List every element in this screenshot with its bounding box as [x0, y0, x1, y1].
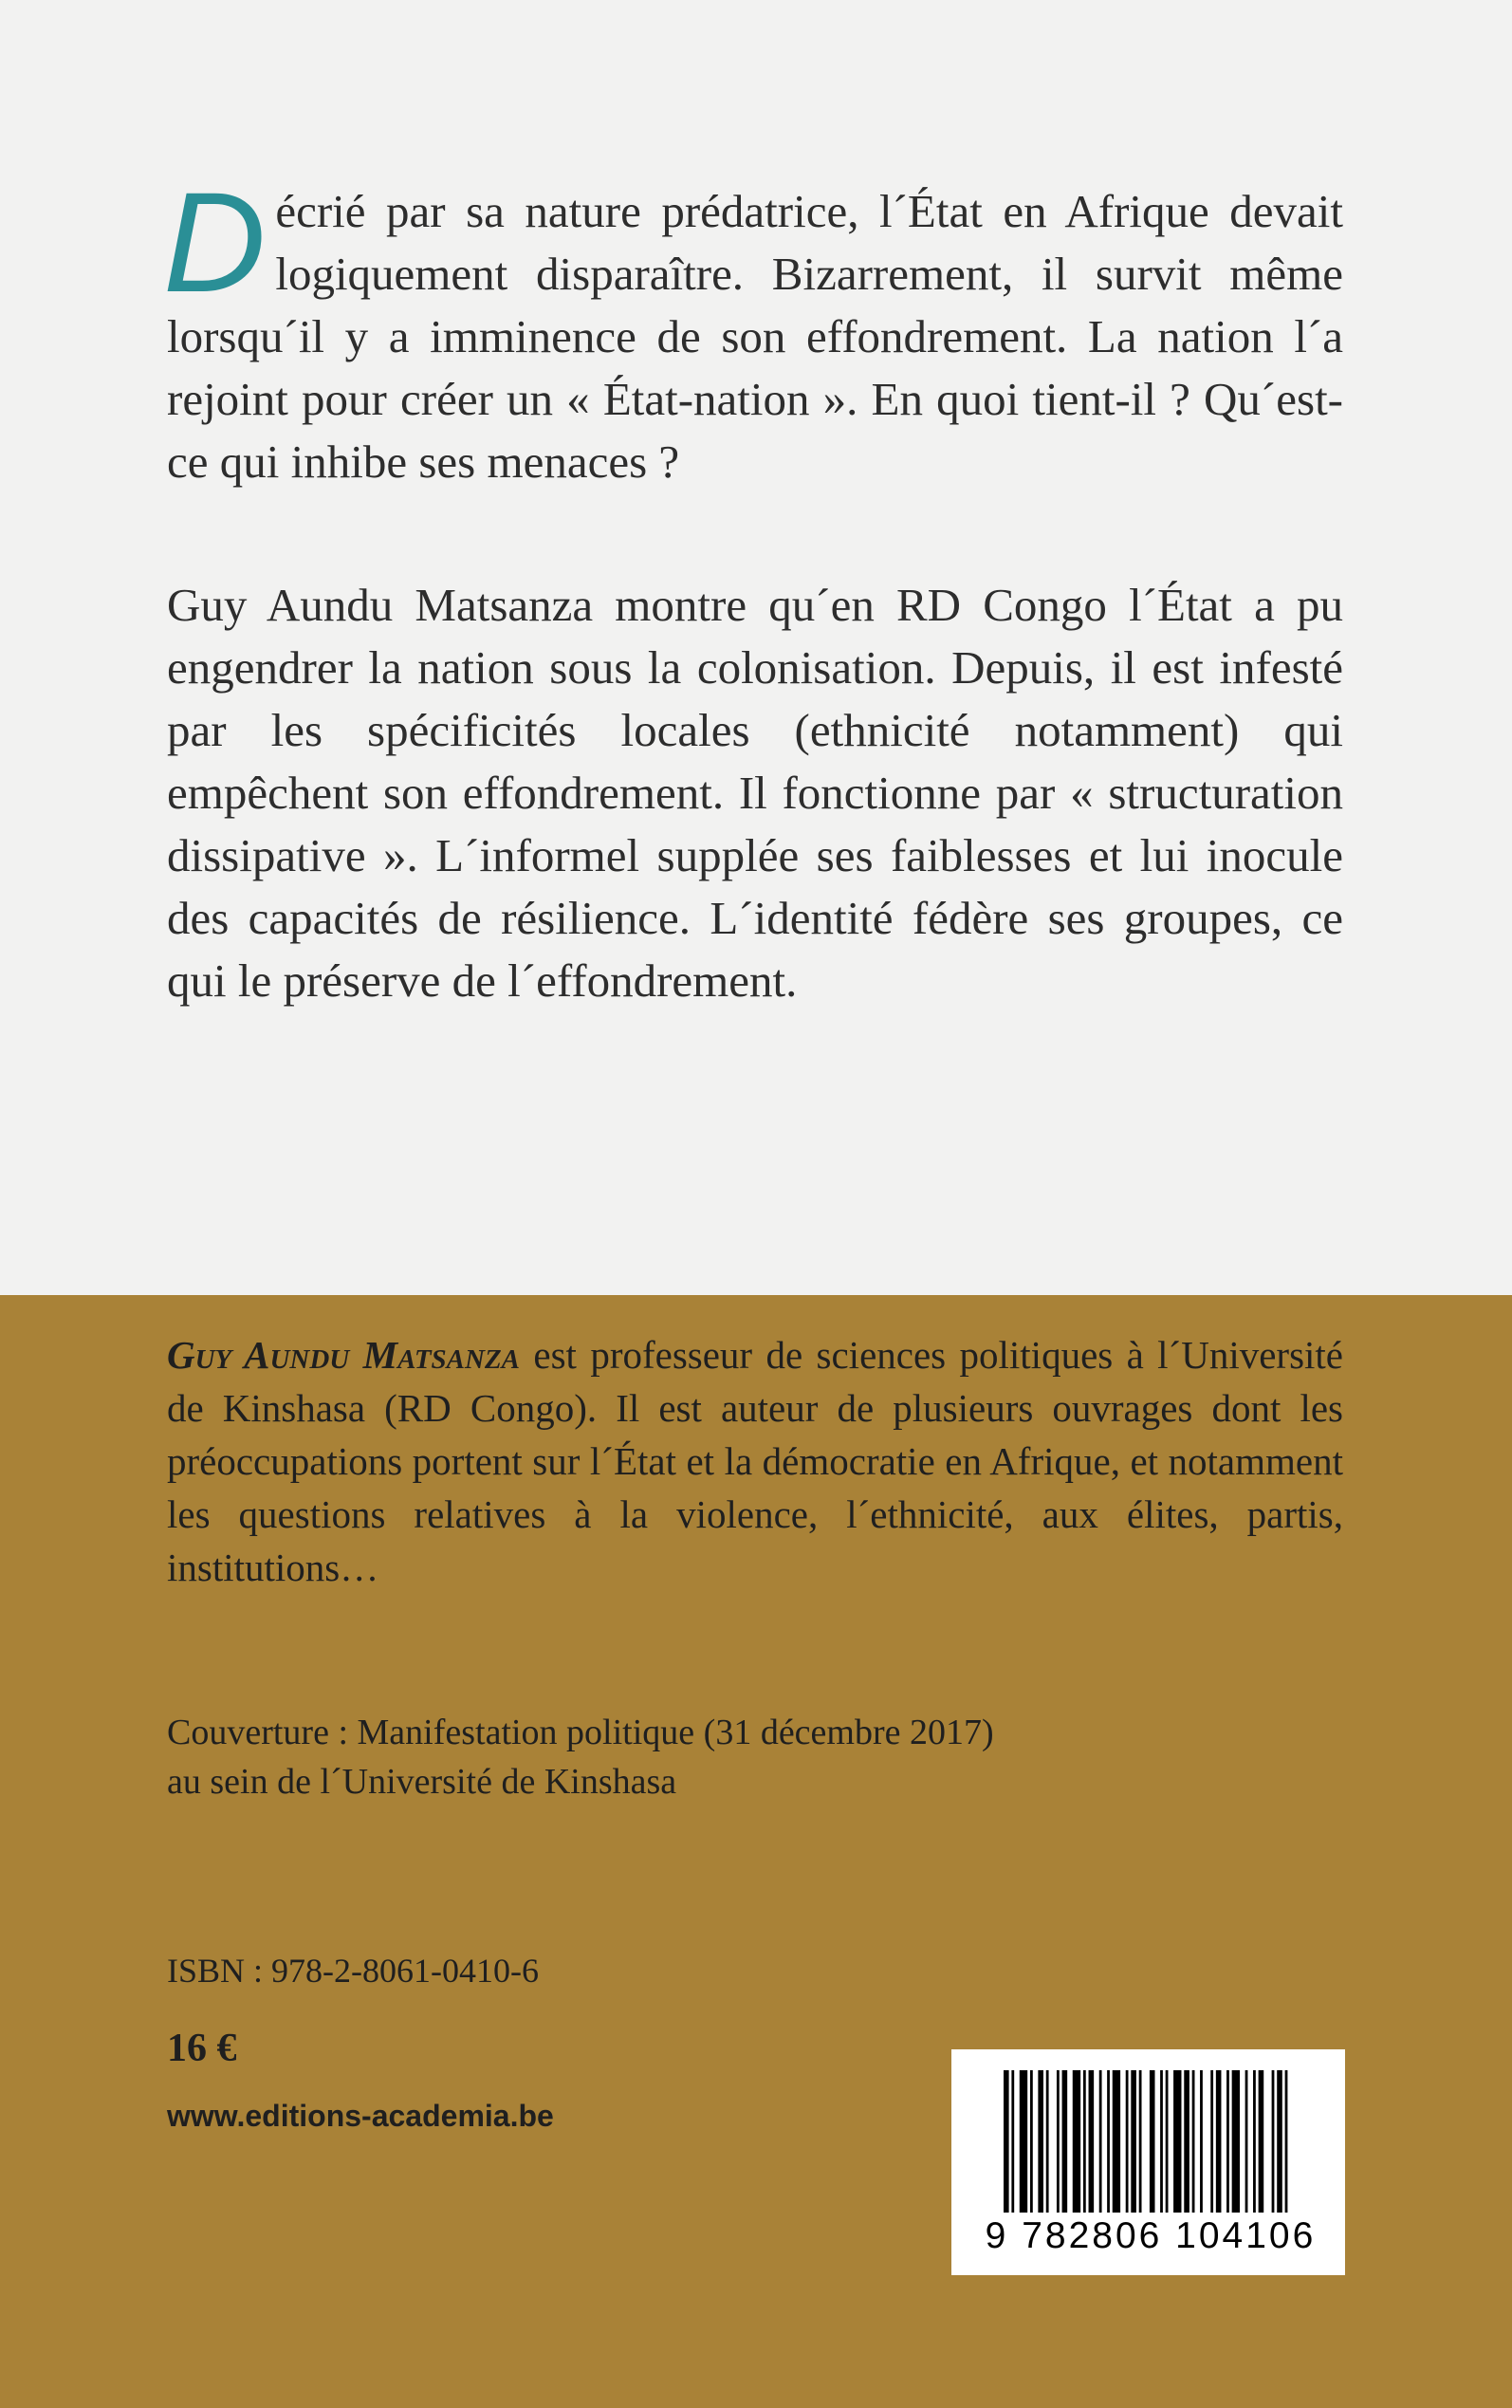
blurb-paragraph-1	[163, 162, 1343, 493]
barcode-bar	[1057, 2070, 1060, 2213]
barcode-bar	[1062, 2070, 1068, 2213]
barcode-bars	[1004, 2070, 1293, 2213]
barcode-bar	[1107, 2070, 1110, 2213]
barcode-digits: 9 782806 104106	[985, 2215, 1317, 2256]
barcode-bar	[1126, 2070, 1129, 2213]
barcode-bar	[1139, 2070, 1142, 2213]
barcode-bar	[1113, 2070, 1120, 2213]
barcode-bar	[1073, 2070, 1080, 2213]
publisher-website[interactable]: www.editions-academia.be	[167, 2099, 554, 2133]
barcode-bar	[1173, 2070, 1181, 2213]
barcode-bar	[1200, 2070, 1203, 2213]
barcode-bar	[1083, 2070, 1086, 2213]
barcode-bar	[1089, 2070, 1095, 2213]
isbn: ISBN : 978-2-8061-0410-6	[167, 1952, 539, 1990]
barcode-bar	[1192, 2070, 1195, 2213]
barcode-bar	[1232, 2070, 1240, 2213]
barcode	[951, 2049, 1345, 2275]
barcode-bar	[1038, 2070, 1043, 2213]
blurb-paragraph-1-text: écrié par sa nature prédatrice, l´État en Afrique devait logiquement disparaître. Bizarrement, il survit même lorsqu´il y a imminence de son effondrement. La nation l´a rejoint pour créer un « État-nation ». En quoi tient-il ? Qu´est-ce qui inhibe ses menaces ?	[167, 185, 1343, 488]
barcode-bar	[1272, 2070, 1275, 2213]
barcode-bar	[1030, 2070, 1033, 2213]
barcode-bar	[1004, 2070, 1009, 2213]
barcode-bar	[1166, 2070, 1169, 2213]
barcode-bar	[1277, 2070, 1282, 2213]
barcode-bar	[1020, 2070, 1027, 2213]
barcode-bar	[1253, 2070, 1256, 2213]
barcode-bar	[1011, 2070, 1014, 2213]
blurb-paragraph-2: Guy Aundu Matsanza montre qu´en RD Congo l´État a pu engendrer la nation sous la colonisation. Depuis, il est infesté par les spécificités locales (ethnicité notamment) qui empêchent son effondrement. Il fonctionne par « structuration dissipative ». L´informel supplée ses faiblesses et lui inocule des capacités de résilience. L´identité fédère ses groupes, ce qui le préserve de l´effondrement.	[167, 579, 1343, 1007]
barcode-bar	[1216, 2070, 1222, 2213]
barcode-bar	[1259, 2070, 1264, 2213]
barcode-bar	[1226, 2070, 1229, 2213]
barcode-bar	[1099, 2070, 1102, 2213]
author-bio	[167, 1328, 1343, 1594]
barcode-bar	[1210, 2070, 1213, 2213]
cover-credit-line-1: Couverture : Manifestation politique (31 décembre 2017)	[167, 1713, 994, 1752]
barcode-bar	[1285, 2070, 1288, 2213]
cover-credit	[167, 1708, 1343, 1806]
price: 16 €	[167, 2027, 237, 2070]
barcode-bar	[1160, 2070, 1163, 2213]
author-name: Guy Aundu Matsanza	[167, 1333, 521, 1377]
barcode-bar	[1184, 2070, 1189, 2213]
drop-cap: D	[163, 162, 267, 322]
barcode-bar	[1245, 2070, 1248, 2213]
barcode-bar	[1131, 2070, 1136, 2213]
barcode-bar	[1046, 2070, 1049, 2213]
author-bio-text: est professeur de sciences politiques à l´Université de Kinshasa (RD Congo). Il est auteur de plusieurs ouvrages dont les préoccupations portent sur l´État et la démocratie en Afrique, et notamment les questions relatives à la violence, l´ethnicité, aux élites, partis, institutions…	[167, 1333, 1344, 1589]
cover-credit-line-2: au sein de l´Université de Kinshasa	[167, 1762, 677, 1802]
barcode-bar	[1150, 2070, 1155, 2213]
